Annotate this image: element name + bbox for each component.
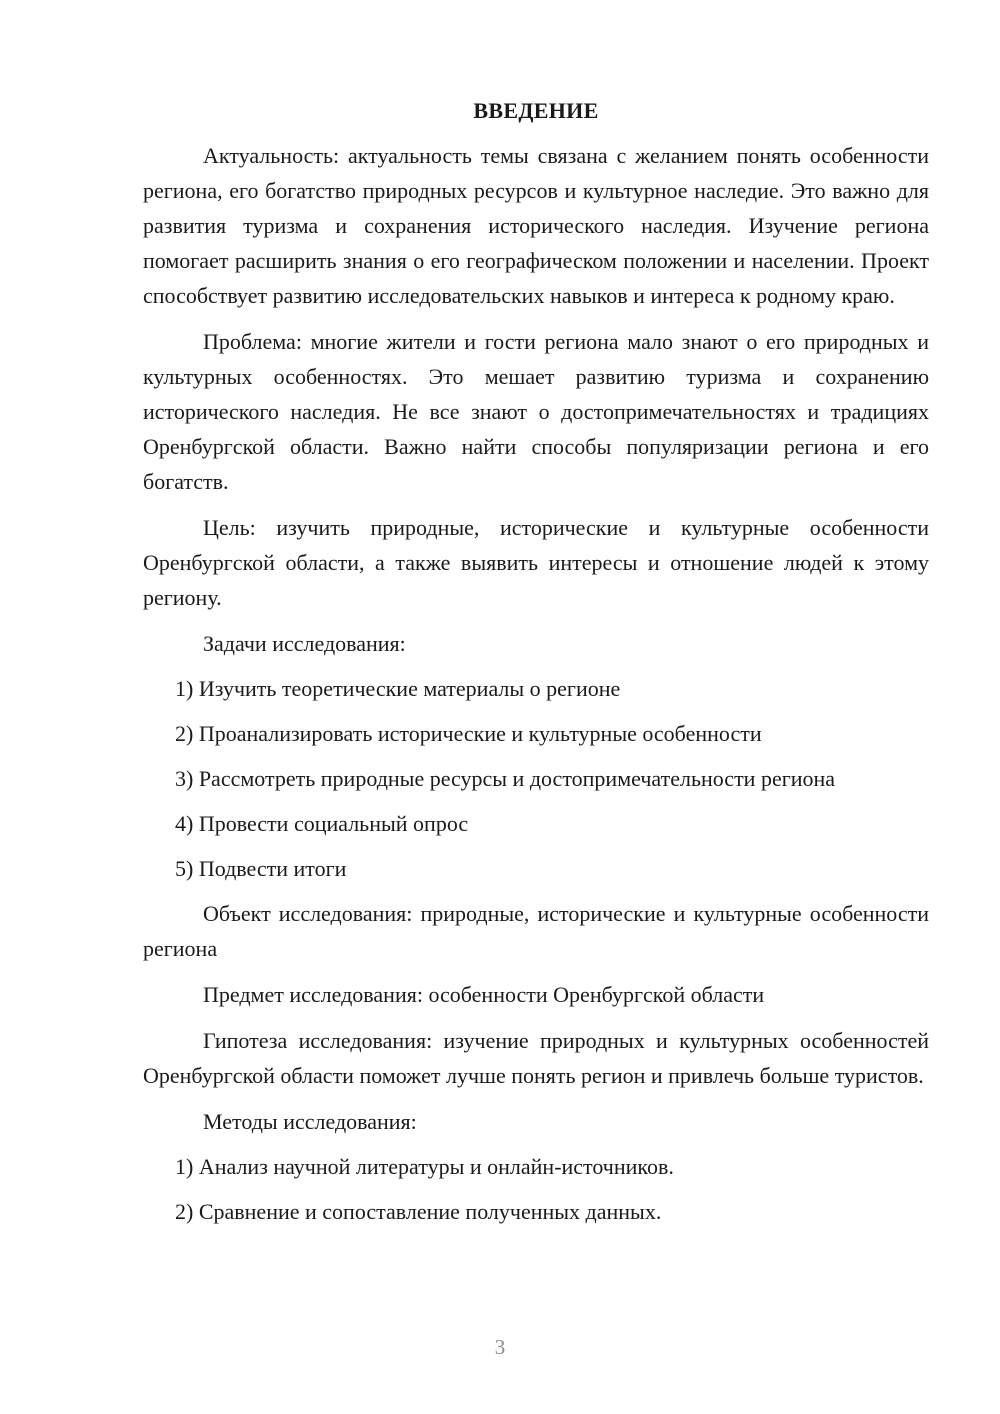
problem-paragraph: Проблема: многие жители и гости региона мало знают о его природных и культурных особенностях. Это мешает развитию туризма и сохранению исторического наследия. Не все знают о достопримечательностях и традициях Оренбургской области. Важно найти способы популяризации региона и его богатств. — [143, 329, 929, 494]
relevance-paragraph: Актуальность: актуальность темы связана с желанием понять особенности региона, его богатство природных ресурсов и культурное наследие. Это важно для развития туризма и сохранения исторического наследия. Изучение региона помогает расширить знания о его географическом положении и населении. Проект способствует развитию исследовательских навыков и интереса к родному краю. — [143, 143, 929, 308]
object-paragraph: Объект исследования: природные, исторические и культурные особенности региона — [143, 901, 929, 961]
page-number: 3 — [494, 1335, 506, 1359]
hypothesis-paragraph: Гипотеза исследования: изучение природных и культурных особенностей Оренбургской области поможет лучше понять регион и привлечь больше туристов. — [143, 1028, 929, 1088]
task-item: 3) Рассмотреть природные ресурсы и достопримечательности региона — [175, 766, 836, 791]
tasks-list — [143, 671, 929, 886]
task-item: 2) Проанализировать исторические и культурные особенности — [175, 721, 762, 746]
goal-paragraph: Цель: изучить природные, исторические и культурные особенности Оренбургской области, а также выявить интересы и отношение людей к этому региону. — [143, 515, 929, 610]
tasks-heading: Задачи исследования: — [203, 631, 406, 656]
task-item: 1) Изучить теоретические материалы о регионе — [175, 676, 621, 701]
document-title: ВВЕДЕНИЕ — [473, 98, 599, 123]
subject-paragraph: Предмет исследования: особенности Оренбургской области — [203, 982, 765, 1007]
method-item: 1) Анализ научной литературы и онлайн-источников. — [175, 1154, 674, 1179]
task-item: 4) Провести социальный опрос — [175, 811, 469, 836]
task-item: 5) Подвести итоги — [175, 856, 347, 881]
method-item: 2) Сравнение и сопоставление полученных данных. — [175, 1199, 662, 1224]
methods-heading: Методы исследования: — [203, 1109, 417, 1134]
methods-list — [143, 1149, 929, 1229]
document-page — [143, 96, 929, 1239]
